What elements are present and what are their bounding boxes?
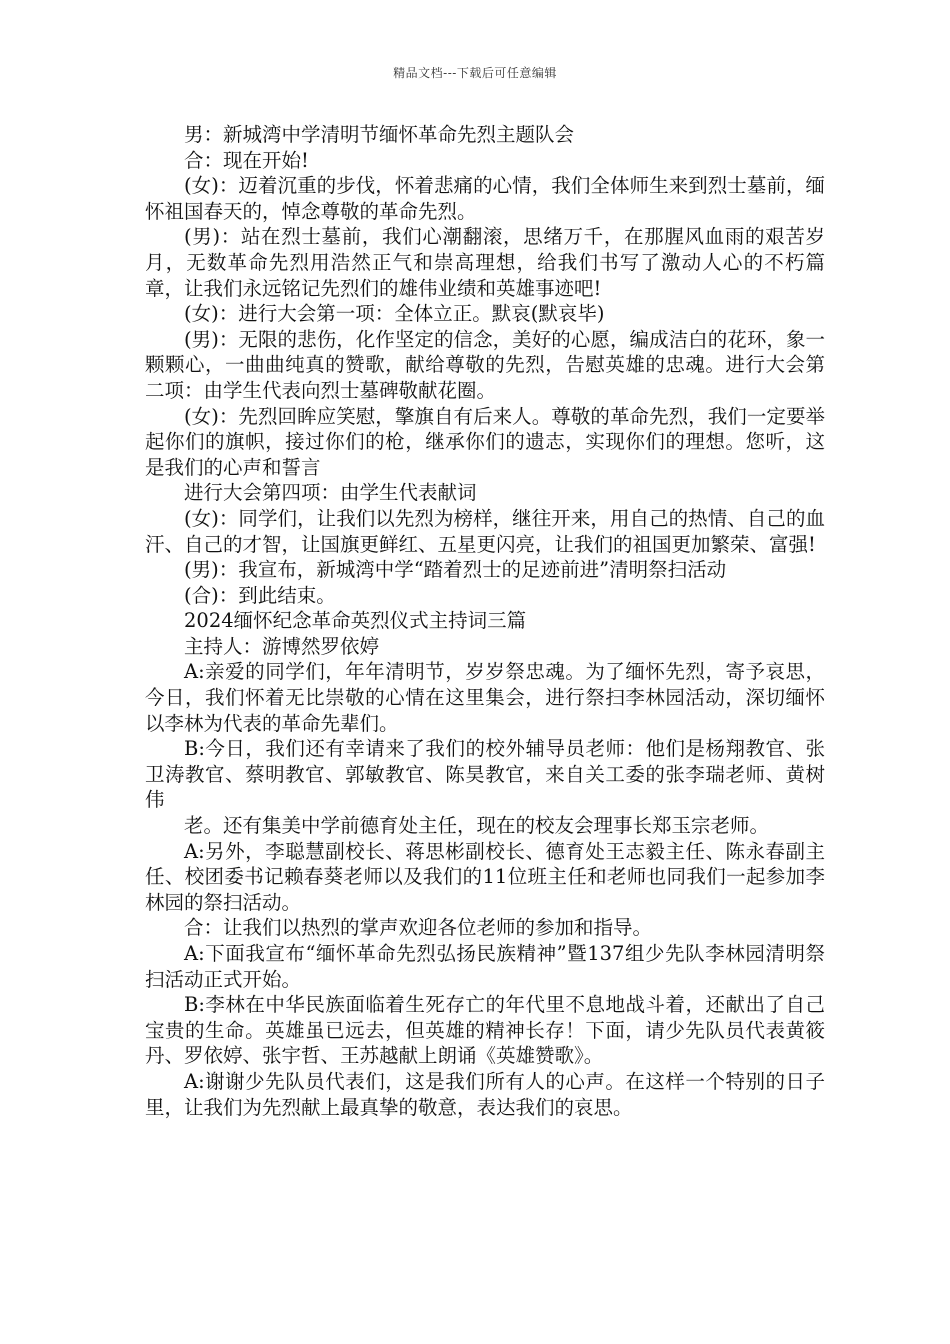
paragraph: (女)：先烈回眸应笑慰，擎旗自有后来人。尊敬的革命先烈，我们一定要举起你们的旗帜，接过你们的枪，继承你们的遗志，实现你们的理想。您听，这是我们的心声和誓言 [145, 404, 825, 479]
paragraph: 合：现在开始! [184, 148, 309, 172]
page-header: 精品文档---下载后可任意编辑 [393, 66, 557, 80]
paragraph: A:谢谢少先队员代表们，这是我们所有人的心声。在这样一个特别的日子里，让我们为先烈献上最真挚的敬意，表达我们的哀思。 [145, 1069, 825, 1119]
paragraph: B:李林在中华民族面临着生死存亡的年代里不息地战斗着，还献出了自己宝贵的生命。英雄虽已远去，但英雄的精神长存！下面，请少先队员代表黄筱丹、罗依婷、张宇哲、王苏越献上朗诵《英雄赞歌》。 [145, 993, 825, 1068]
paragraph: A:亲爱的同学们，年年清明节，岁岁祭忠魂。为了缅怀先烈，寄予哀思，今日，我们怀着无比崇敬的心情在这里集会，进行祭扫李林园活动，深切缅怀以李林为代表的革命先辈们。 [145, 660, 825, 735]
paragraph: B:今日，我们还有幸请来了我们的校外辅导员老师：他们是杨翔教官、张卫涛教官、蔡明教官、郭敏教官、陈昊教官，来自关工委的张李瑞老师、黄树伟 [145, 737, 825, 812]
paragraph: A:另外，李聪慧副校长、蒋思彬副校长、德育处王志毅主任、陈永春副主任、校团委书记赖春葵老师以及我们的11位班主任和老师也同我们一起参加李林园的祭扫活动。 [145, 839, 825, 914]
section-title: 2024缅怀纪念革命英烈仪式主持词三篇 [184, 609, 527, 633]
paragraph: 进行大会第四项：由学生代表献词 [184, 481, 477, 505]
paragraph: (女)：迈着沉重的步伐，怀着悲痛的心情，我们全体师生来到烈士墓前，缅怀祖国春天的，悼念尊敬的革命先烈。 [145, 174, 825, 223]
paragraph: 合：让我们以热烈的掌声欢迎各位老师的参加和指导。 [184, 916, 653, 940]
paragraph: (男)：站在烈士墓前，我们心潮翻滚，思绪万千，在那腥风血雨的艰苦岁月，无数革命先烈用浩然正气和崇高理想，给我们书写了激动人心的不朽篇章，让我们永远铭记先烈们的雄伟业绩和英雄事迹吧! [145, 225, 825, 300]
paragraph: (女)：同学们，让我们以先烈为榜样，继往开来，用自己的热情、自己的血汗、自己的才智，让国旗更鲜红、五星更闪亮，让我们的祖国更加繁荣、富强! [145, 506, 825, 556]
document-body [145, 122, 825, 1120]
paragraph: 男：新城湾中学清明节缅怀革命先烈主题队会 [184, 123, 575, 146]
paragraph: (男)：我宣布，新城湾中学“踏着烈士的足迹前进”清明祭扫活动 [184, 558, 727, 582]
paragraph: 老。还有集美中学前德育处主任，现在的校友会理事长郑玉宗老师。 [184, 814, 770, 838]
paragraph: (男)：无限的悲伤，化作坚定的信念，美好的心愿，编成洁白的花环，象一颗颗心，一曲曲纯真的赞歌，献给尊敬的先烈，告慰英雄的忠魂。进行大会第二项：由学生代表向烈士墓碑敬献花圈。 [145, 327, 825, 402]
paragraph: (合)：到此结束。 [184, 583, 336, 607]
paragraph: (女)：进行大会第一项：全体立正。默哀(默哀毕) [184, 302, 605, 326]
paragraph: A:下面我宣布“缅怀革命先烈弘扬民族精神”暨137组少先队李林园清明祭扫活动正式开始。 [145, 942, 825, 991]
paragraph: 主持人：游博然罗依婷 [184, 634, 380, 658]
